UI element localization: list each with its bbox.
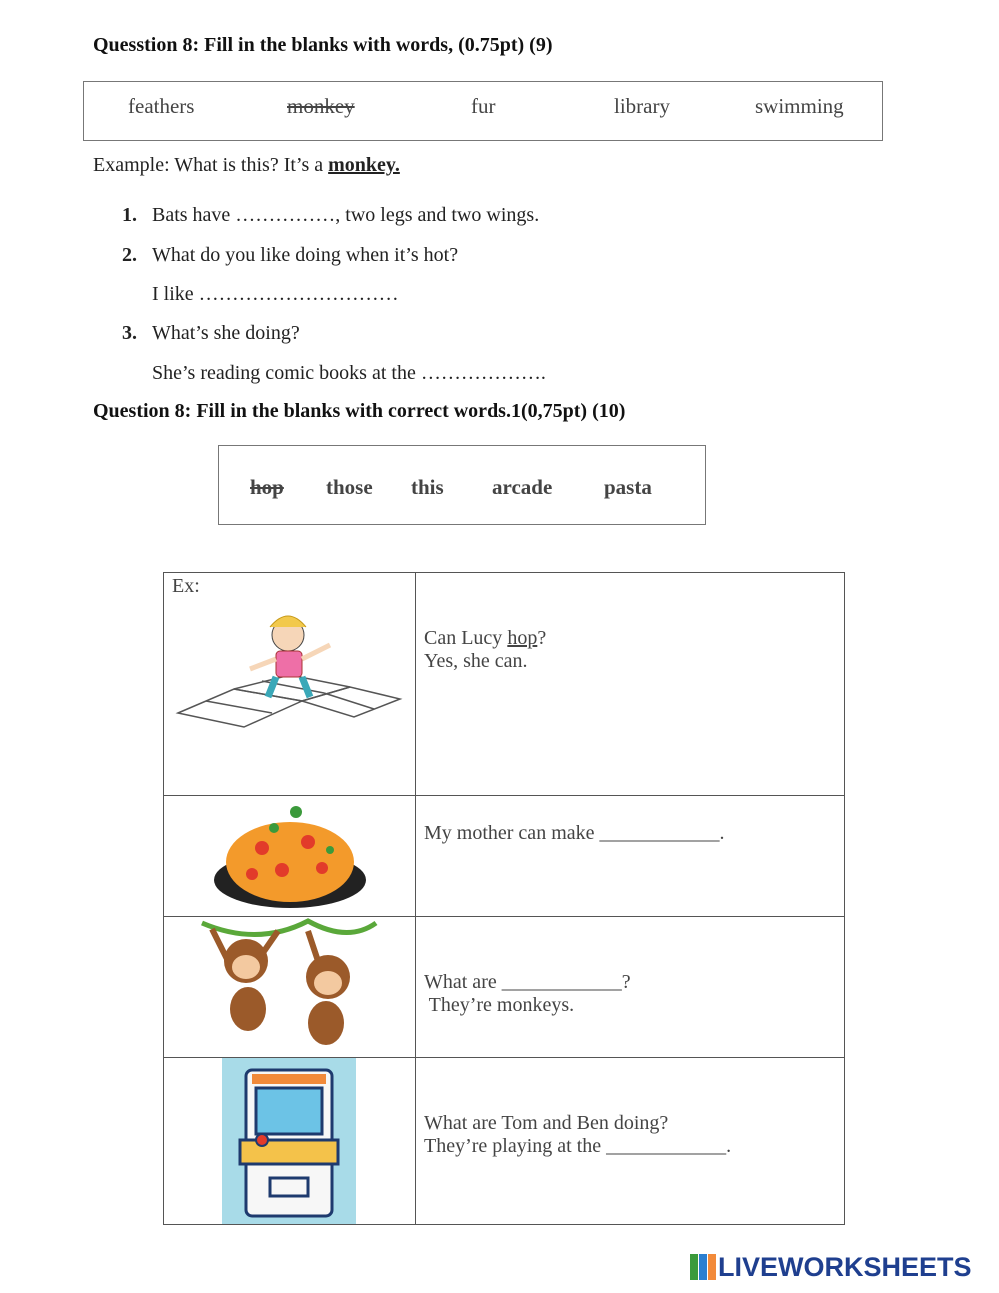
row-3-text-cell	[416, 917, 845, 1058]
word-bank-1	[83, 81, 883, 141]
arcade-machine-image	[222, 1058, 356, 1224]
item-1-text[interactable]: Bats have ……………, two legs and two wings.	[152, 204, 540, 226]
item-2-answer[interactable]: I like …………………………	[152, 283, 399, 305]
example-label: Ex:	[172, 575, 200, 597]
question-title-2: Question 8: Fill in the blanks with correct words.1(0,75pt) (10)	[93, 400, 626, 422]
monkeys-image	[198, 917, 378, 1055]
item-number-3: 3.	[122, 322, 137, 344]
item-3-question: What’s she doing?	[152, 322, 300, 344]
word-this: this	[411, 475, 444, 499]
row-3-line-2: They’re monkeys.	[424, 994, 575, 1016]
row-2-text-cell	[416, 796, 845, 917]
example-prefix: Example: What is this? It’s a	[93, 154, 329, 176]
item-3-answer[interactable]: She’s reading comic books at the ……………….	[152, 362, 546, 384]
item-number-2: 2.	[122, 244, 137, 266]
pasta-cell	[164, 796, 416, 917]
row-4-line-1: What are Tom and Ben doing?	[424, 1112, 669, 1134]
table-row	[164, 573, 845, 796]
hopscotch-cell	[164, 573, 416, 796]
row-2-line-1[interactable]: My mother can make ____________.	[424, 822, 725, 844]
arcade-cell	[164, 1058, 416, 1225]
question-title-1: Quesstion 8: Fill in the blanks with words, (0.75pt) (9)	[93, 34, 553, 56]
row-4-line-2[interactable]: They’re playing at the ____________.	[424, 1135, 732, 1157]
word-arcade: arcade	[492, 475, 553, 499]
logo-text: LIVEWORKSHEETS	[718, 1252, 972, 1282]
row-3-line-1[interactable]: What are ____________?	[424, 971, 631, 993]
monkeys-cell	[164, 917, 416, 1058]
word-feathers: feathers	[128, 94, 195, 118]
pasta-plate-image	[212, 798, 368, 912]
exercise-table	[163, 572, 845, 1225]
row-1-suffix: ?	[537, 627, 547, 649]
word-hop: hop	[250, 475, 284, 499]
word-fur: fur	[471, 94, 496, 118]
word-monkey: monkey	[287, 94, 355, 118]
example-line	[93, 154, 400, 177]
word-bank-2	[218, 445, 706, 525]
example-answer: monkey.	[328, 154, 400, 176]
table-row	[164, 1058, 845, 1225]
table-row	[164, 917, 845, 1058]
row-1-answer: hop	[507, 627, 538, 649]
item-number-1: 1.	[122, 204, 137, 226]
liveworksheets-logo	[690, 1252, 972, 1283]
row-1-prefix: Can Lucy	[424, 627, 508, 649]
word-swimming: swimming	[755, 94, 844, 118]
item-2-question: What do you like doing when it’s hot?	[152, 244, 459, 266]
word-library: library	[614, 94, 670, 118]
row-1-text-cell	[416, 573, 845, 796]
table-row	[164, 796, 845, 917]
word-those: those	[326, 475, 373, 499]
row-1-line-1	[424, 627, 836, 650]
liveworksheets-logo-icon	[690, 1254, 716, 1280]
word-pasta: pasta	[604, 475, 652, 499]
hopscotch-girl-image	[174, 601, 406, 746]
row-4-text-cell	[416, 1058, 845, 1225]
row-1-line-2: Yes, she can.	[424, 650, 528, 672]
